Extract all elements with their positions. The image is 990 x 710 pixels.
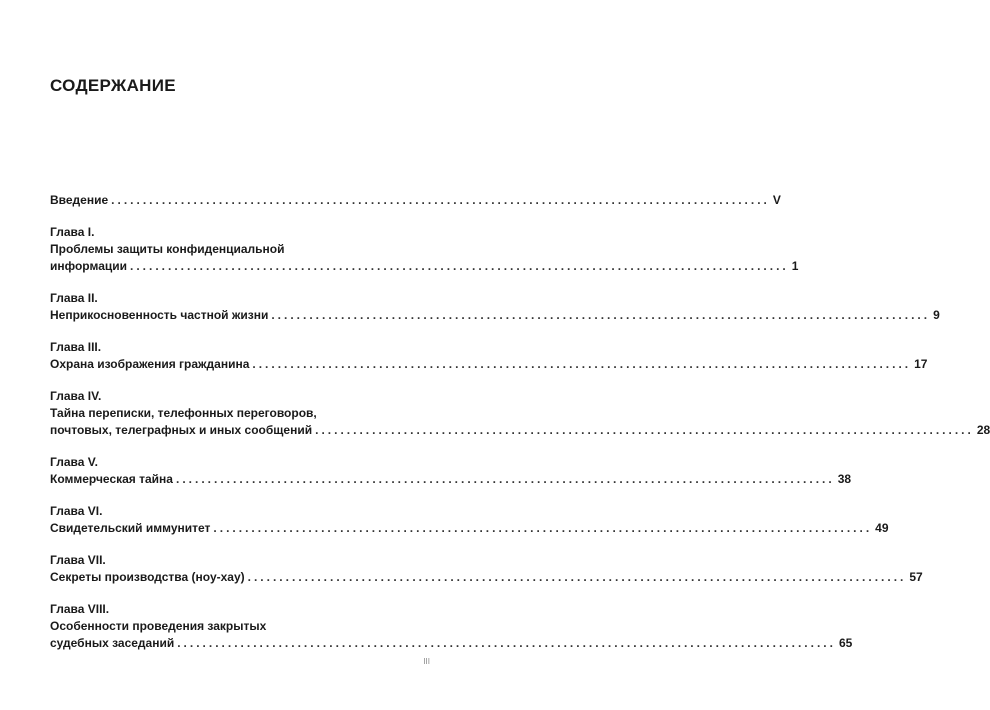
- toc-entry-chapter-7[interactable]: [50, 552, 923, 586]
- toc-entry-title: Секреты производства (ноу-хау): [50, 570, 245, 584]
- toc-entry-title: Неприкосновенность частной жизни: [50, 308, 269, 322]
- dot-leader: ........................................................................................................: [247, 570, 907, 584]
- dot-leader: ........................................................................................................: [177, 636, 836, 650]
- toc-entry-title: Введение: [50, 193, 109, 207]
- chapter-label: Глава VII.: [50, 553, 106, 567]
- toc-entry-title-line: Проблемы защиты конфиденциальной: [50, 242, 285, 256]
- toc-entry-chapter-3[interactable]: [50, 339, 928, 373]
- toc-page-number: 17: [914, 357, 928, 371]
- toc-entry-chapter-8[interactable]: [50, 601, 853, 652]
- dot-leader: ........................................................................................................: [213, 521, 873, 535]
- chapter-label: Глава VIII.: [50, 602, 110, 616]
- toc-page-number: 1: [791, 259, 799, 273]
- page-folio: III: [423, 657, 430, 666]
- dot-leader: ........................................................................................................: [252, 357, 912, 371]
- toc-entry-chapter-1[interactable]: [50, 224, 799, 275]
- dot-leader: ........................................................................................................: [315, 423, 974, 437]
- chapter-label: Глава VI.: [50, 504, 103, 518]
- dot-leader: ........................................................................................................: [130, 259, 789, 273]
- toc-page-number: V: [772, 193, 781, 207]
- dot-leader: ........................................................................................................: [271, 308, 931, 322]
- toc-page-number: 28: [976, 423, 990, 437]
- toc-entry-title: Свидетельский иммунитет: [50, 521, 211, 535]
- toc-entry-chapter-4[interactable]: [50, 388, 990, 439]
- chapter-label: Глава IV.: [50, 389, 102, 403]
- toc-entry-title: информации: [50, 259, 127, 273]
- toc-entry-title-line: Особенности проведения закрытых: [50, 619, 267, 633]
- toc-entry-introduction[interactable]: [50, 192, 781, 209]
- toc-entry-title: почтовых, телеграфных и иных сообщений: [50, 423, 313, 437]
- chapter-label: Глава V.: [50, 455, 98, 469]
- toc-entry-chapter-6[interactable]: [50, 503, 889, 537]
- dot-leader: ........................................................................................................: [111, 193, 770, 207]
- toc-entry-chapter-5[interactable]: [50, 454, 852, 488]
- page-title: СОДЕРЖАНИЕ: [50, 76, 176, 95]
- toc-entry-title: Охрана изображения гражданина: [50, 357, 250, 371]
- toc-entry-title: Коммерческая тайна: [50, 472, 173, 486]
- toc-page-number: 49: [875, 521, 889, 535]
- toc-entry-title: судебных заседаний: [50, 636, 175, 650]
- toc-page-number: 9: [933, 308, 940, 322]
- chapter-label: Глава I.: [50, 225, 95, 239]
- dot-leader: ........................................................................................................: [175, 472, 835, 486]
- chapter-label: Глава II.: [50, 291, 98, 305]
- toc-entry-title-line: Тайна переписки, телефонных переговоров,: [50, 406, 317, 420]
- toc-page-number: 38: [837, 472, 852, 486]
- chapter-label: Глава III.: [50, 340, 102, 354]
- toc-page-number: 65: [838, 636, 853, 650]
- table-of-contents: [50, 192, 990, 667]
- toc-entry-chapter-2[interactable]: [50, 290, 940, 324]
- toc-page-number: 57: [909, 570, 923, 584]
